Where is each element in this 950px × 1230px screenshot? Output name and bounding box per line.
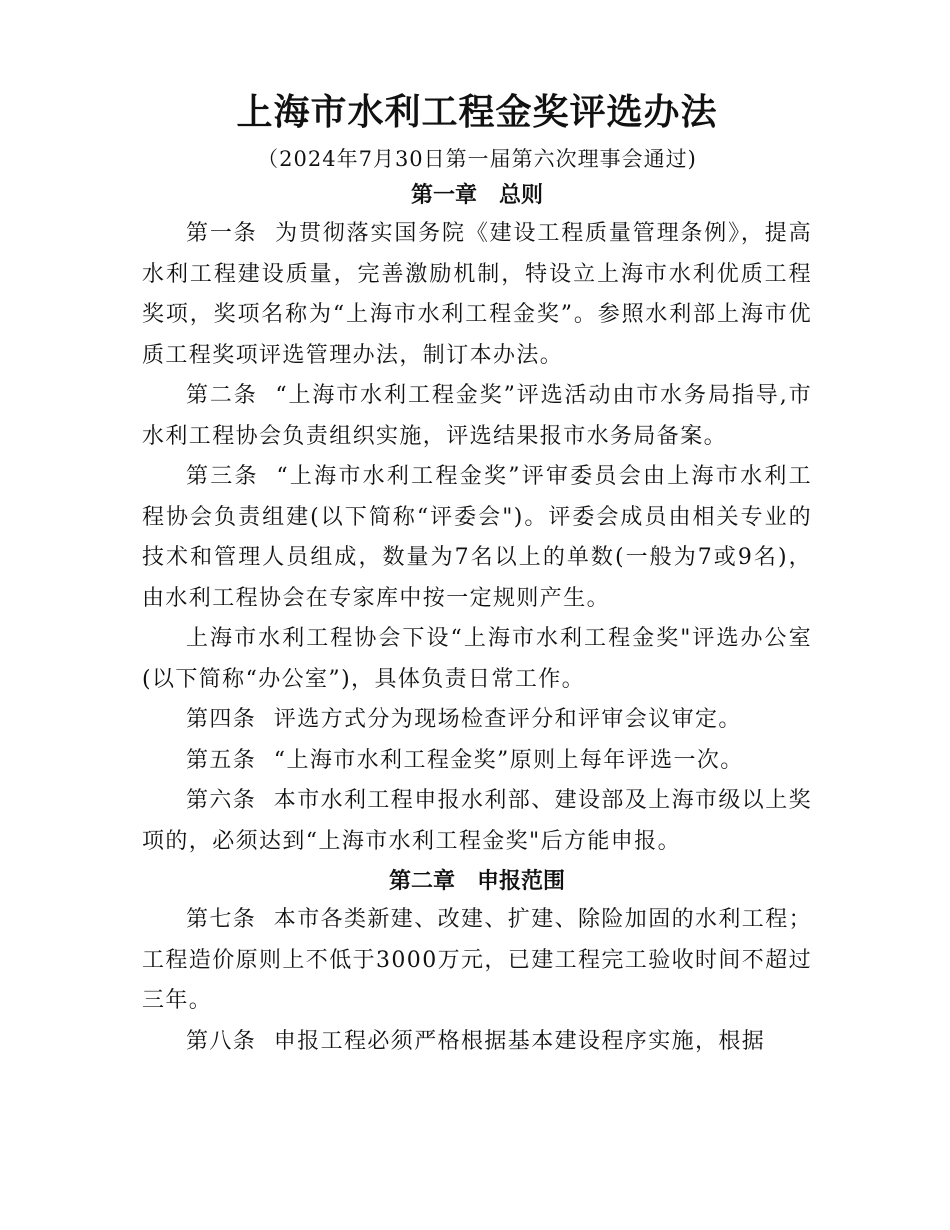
article-label: 第一条 — [186, 221, 258, 246]
article-paragraph — [142, 900, 812, 1022]
article-text: 评选方式分为现场检查评分和评审会议审定。 — [273, 707, 742, 732]
document-subtitle: （2024年7月30日第一届第六次理事会通过) — [257, 147, 697, 171]
article-label: 第四条 — [186, 707, 257, 732]
article-paragraph — [142, 214, 812, 376]
article-paragraph — [142, 700, 812, 741]
article-text: 本市各类新建、改建、扩建、除险加固的水利工程；工程造价原则上不低于3000万元，已建工程完工验收时间不超过三年。 — [142, 907, 812, 1013]
article-paragraph — [142, 457, 812, 619]
document-page — [142, 88, 812, 1062]
article-label: 第五条 — [186, 747, 257, 773]
article-label: 第六条 — [186, 788, 257, 813]
article-label: 第八条 — [186, 1028, 257, 1054]
document-title: 上海市水利工程金奖评选办法 — [236, 92, 718, 133]
article-label: 第二条 — [186, 383, 258, 408]
article-paragraph — [142, 781, 812, 862]
article-text: 申报工程必须严格根据基本建设程序实施，根据 — [273, 1028, 766, 1054]
article-paragraph — [142, 741, 812, 782]
article-label: 第三条 — [186, 464, 259, 489]
article-text: “上海市水利工程金奖”评选活动由市水务局指导,市水利工程协会负责组织实施，评选结果报市水务局备案。 — [142, 383, 812, 449]
article-text: 为贯彻落实国务院《建设工程质量管理条例》，提高水利工程建设质量，完善激励机制，特设立上海市水利优质工程奖项，奖项名称为“上海市水利工程金奖”。参照水利部上海市优质工程奖项评选管理办法，制订本办法。 — [142, 221, 813, 368]
article-paragraph — [142, 1022, 812, 1063]
chapter-heading: 第一章 总则 — [410, 183, 543, 208]
article-paragraph — [142, 619, 812, 700]
article-text: 上海市水利工程协会下设“上海市水利工程金奖"评选办公室(以下简称“办公室”)，具体负责日常工作。 — [142, 626, 812, 692]
article-text: “上海市水利工程金奖”评审委员会由上海市水利工程协会负责组建(以下简称“评委会")。评委会成员由相关专业的技术和管理人员组成，数量为7名以上的单数(一般为7或9名)，由水利工程协会在专家库中按一定规则产生。 — [142, 464, 812, 611]
article-text: 本市水利工程申报水利部、建设部及上海市级以上奖项的，必须达到“上海市水利工程金奖"后方能申报。 — [142, 788, 812, 854]
chapter-heading: 第二章 申报范围 — [388, 869, 565, 894]
article-label: 第七条 — [186, 907, 257, 932]
article-text: “上海市水利工程金奖”原则上每年评选一次。 — [273, 747, 744, 773]
article-paragraph — [142, 376, 812, 457]
